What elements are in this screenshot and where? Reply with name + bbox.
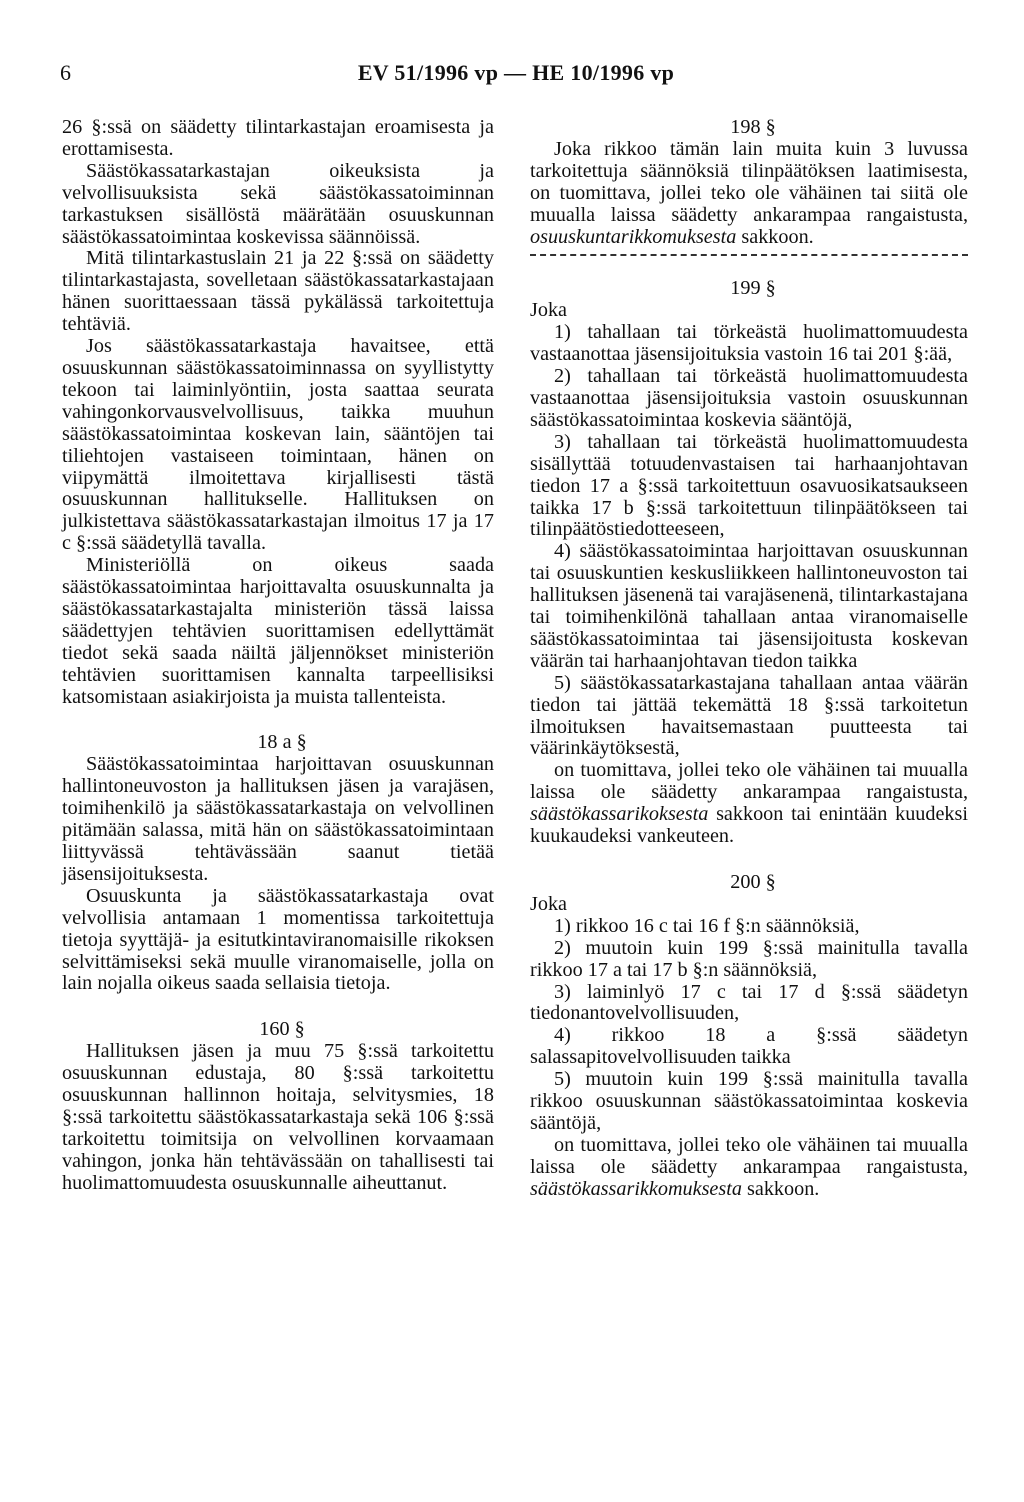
page-number: 6 [60,60,71,85]
paragraph-savings-auditor-rights: Säästökassatarkastajan oikeuksista ja velvollisuuksista sekä säästökassatoiminnan tarkastuksen sisällöstä määrätään osuuskunnan säästökassatoimintaa koskevissa säännöissä. [62,159,494,248]
left-column [62,117,494,1195]
section-198-text: Joka rikkoo tämän lain muita kuin 3 luvussa tarkoitettuja säännöksiä tilinpäätöksen laatimisesta, on tuomittava, jollei teko ole vähäinen tai siitä ole muualla laissa säädetty ankarampaa rangaistusta, [530,137,968,226]
section-18a-paragraph-1: Säästökassatoimintaa harjoittavan osuuskunnan hallintoneuvoston ja hallituksen jäsen ja varajäsen, toimihenkilö ja säästökassatarkastaja on velvollinen pitämään salassa, mitä hän on säästökassatoimintaan liittyvässä tehtävässään saanut tietää jäsensijoituksesta. [62,753,494,885]
section-200-penalty: sakkoon. [747,1177,820,1200]
section-200-offence-name: säästökassarikkomuksesta [530,1177,742,1200]
section-200-intro: Joka [530,892,568,915]
section-199-item-2: 2) tahallaan tai törkeästä huolimattomuudesta vastaanottaa jäsensijoituksia vastoin osuuskunnan säästökassatoimintaa koskevia sääntöjä, [530,365,968,431]
section-title-200: 200 § [730,871,776,893]
section-200-item-2: 2) muutoin kuin 199 §:ssä mainitulla tavalla rikkoo 17 a tai 17 b §:n säännöksiä, [530,936,968,981]
section-199-outro-text: on tuomittava, jollei teko ole vähäinen tai muualla laissa ole säädetty ankarampaa rangaistusta, [530,759,968,804]
section-199-item-4: 4) säästökassatoimintaa harjoittavan osuuskunnan tai osuuskuntien keskusliikkeen hallintoneuvoston tai hallituksen jäsenenä tai varajäsenenä, tilintarkastajana tai toimihenkilönä tahallaan antaa viranomaiselle säästökassatoimintaa tai jäsensijoitusta koskevan väärän tai harhaanjohtavan tiedon taikka [530,540,968,672]
section-198-offence-name: osuuskuntarikkomuksesta [530,225,737,248]
section-title-198: 198 § [730,116,776,138]
paragraph-26: 26 §:ssä on säädetty tilintarkastajan eroamisesta ja erottamisesta. [62,116,494,160]
section-200-outro [530,1135,968,1201]
section-200-item-4: 4) rikkoo 18 a §:ssä säädetyn salassapitovelvollisuuden taikka [530,1024,968,1069]
section-198-penalty: sakkoon. [741,225,814,248]
section-title-160: 160 § [259,1018,305,1041]
section-200-item-3: 3) laiminlyö 17 c tai 17 d §:ssä säädetyn tiedonantovelvollisuuden, [530,980,968,1025]
page-header [60,60,972,100]
section-18a-paragraph-2: Osuuskunta ja säästökassatarkastaja ovat velvollisia antamaan 1 momentissa tarkoitettuja tietoja syyttäjä- ja esitutkintaviranomaisille rikoksen selvittämiseksi sekä muulle viranomaiselle, jolla on lain nojalla oikeus saada sellaisia tietoja. [62,884,494,995]
paragraph-auditing-act: Mitä tilintarkastuslain 21 ja 22 §:ssä on säädetty tilintarkastajasta, sovelletaan säästökassatarkastajaan hänen suorittaessaan tässä pykälässä tarkoitettuja tehtäviä. [62,247,494,336]
section-200-outro-text: on tuomittava, jollei teko ole vähäinen tai muualla laissa ole säädetty ankarampaa rangaistusta, [530,1133,968,1178]
running-head: EV 51/1996 vp — HE 10/1996 vp [357,60,675,85]
section-199-penalty: sakkoon tai enintään kuudeksi kuukaudeksi vankeuteen. [530,803,968,848]
section-199-item-5: 5) säästökassatarkastajana tahallaan antaa väärän tiedon tai jättää tekemättä 18 §:ssä tarkoitetun ilmoituksen havaitsemastaan puutteesta tai väärinkäytöksestä, [530,671,968,760]
section-200-item-5: 5) muutoin kuin 199 §:ssä mainitulla tavalla rikkoo osuuskunnan säästökassatoimintaa koskevia sääntöjä, [530,1068,968,1134]
section-title-18a: 18 a § [257,731,307,754]
section-200-item-1: 1) rikkoo 16 c tai 16 f §:n säännöksiä, [554,914,860,937]
section-title-199: 199 § [730,277,776,300]
section-160-paragraph-1: Hallituksen jäsen ja muu 75 §:ssä tarkoitettu osuuskunnan edustaja, 80 §:ssä tarkoitettu osuuskunnan hallinnon hoitaja, selvitysmies, 18 §:ssä tarkoitettu säästökassatarkastaja sekä 106 §:ssä tarkoitettu toimitsija on velvollinen korvaamaan vahingon, jonka hän tehtävässään on tahallisesti tai huolimattomuudesta osuuskunnalle aiheuttanut. [62,1040,494,1194]
paragraph-misconduct: Jos säästökassatarkastaja havaitsee, että osuuskunnan säästökassatoiminnassa on syyllistytty tekoon tai laiminlyöntiin, josta saattaa seurata vahingonkorvausvelvollisuus, taikka muuhun säästökassatoimintaa koskevan lain, sääntöjen tai tiliehtojen vastaiseen toimintaan, hänen on viipymättä ilmoitettava kirjallisesti tästä osuuskunnan hallitukselle. Hallituksen on julkistettava säästökassatarkastajan ilmoitus 17 ja 17 c §:ssä säädetyllä tavalla. [62,335,494,555]
section-199-intro: Joka [530,299,568,322]
section-198-paragraph [530,139,968,249]
right-column [530,117,968,1201]
section-199-item-1: 1) tahallaan tai törkeästä huolimattomuudesta vastaanottaa jäsensijoituksia vastoin 16 tai 201 §:ää, [530,321,968,366]
section-199-outro [530,760,968,848]
paragraph-ministry: Ministeriöllä on oikeus saada säästökassatoimintaa harjoittavalta osuuskunnalta ja säästökassatarkastajalta ministeriön tässä laissa säädettyjen tehtävien suorittamisen edellyttämät tiedot sekä saada näiltä jäljennökset ministeriön tehtävien suorittamisen kannalta tarpeellisiksi katsomistaan asiakirjoista ja muista tallenteista. [62,554,494,708]
section-199-offence-name: säästökassarikoksesta [530,803,709,826]
section-199-item-3: 3) tahallaan tai törkeästä huolimattomuudesta sisällyttää totuudenvastaisen tai harhaanjohtavan tiedon 17 a §:ssä tarkoitettuun osavuosikatsaukseen taikka 17 b §:ssä tarkoitettuun tilinpäätökseen tai tilinpäätöstiedotteeseen, [530,430,968,541]
